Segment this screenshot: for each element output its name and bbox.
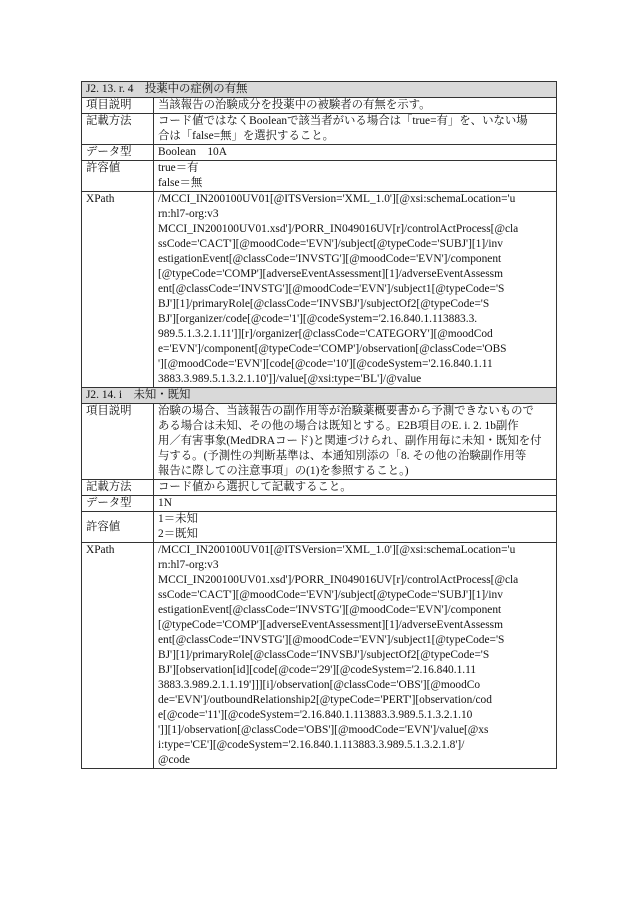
value-line: ']][1]/observation[@classCode='OBS'][@moodCode='EVN']/value[@xs xyxy=(158,724,489,736)
value-line: [@typeCode='COMP'][adverseEventAssessment][1]/adverseEventAssessm xyxy=(158,619,503,631)
value-line: 用／有害事象(MedDRAコード)と関連づけられ、副作用毎に未知・既知を付 xyxy=(158,435,542,447)
value-line: 1N xyxy=(158,497,172,509)
value-line: rn:hl7-org:v3 xyxy=(158,208,219,220)
value-line: 報告に際しての注意事項」の(1)を参照すること。) xyxy=(158,465,409,477)
row-value xyxy=(154,480,557,496)
table-row xyxy=(82,512,557,543)
value-line: 3883.3.989.2.1.1.19']]][i]/observation[@classCode='OBS'][@moodCo xyxy=(158,679,481,691)
row-label: XPath xyxy=(82,543,154,769)
value-line: ent[@classCode='INVSTG'][@moodCode='EVN']/subject1[@typeCode='S xyxy=(158,283,505,295)
value-line: MCCI_IN200100UV01.xsd']/PORR_IN049016UV[r]/controlActProcess[@cla xyxy=(158,574,519,586)
row-label: データ型 xyxy=(82,496,154,512)
value-line: ある場合は未知、その他の場合は既知とする。E2B項目のE. i. 2. 1b副作 xyxy=(158,420,519,432)
value-line: @code xyxy=(158,754,190,766)
section-title: J2. 14. i 未知・既知 xyxy=(82,388,557,404)
table-row xyxy=(82,161,557,192)
value-line: /MCCI_IN200100UV01[@ITSVersion='XML_1.0'][@xsi:schemaLocation='u xyxy=(158,193,516,205)
row-value xyxy=(154,404,557,480)
table-row xyxy=(82,192,557,388)
row-label: 記載方法 xyxy=(82,480,154,496)
value-line: estigationEvent[@classCode='INVSTG'][@moodCode='EVN']/component xyxy=(158,604,502,616)
row-value xyxy=(154,98,557,114)
table-row xyxy=(82,98,557,114)
value-line: ssCode='CACT'][@moodCode='EVN']/subject[@typeCode='SUBJ'][1]/inv xyxy=(158,589,503,601)
value-line: BJ'][1]/primaryRole[@classCode='INVSBJ']/subjectOf2[@typeCode='S xyxy=(158,649,490,661)
value-line: ssCode='CACT'][@moodCode='EVN']/subject[@typeCode='SUBJ'][1]/inv xyxy=(158,238,503,250)
row-label: 項目説明 xyxy=(82,98,154,114)
row-label: 許容値 xyxy=(82,161,154,192)
value-line: de='EVN']/outboundRelationship2[@typeCode='PERT'][observation/cod xyxy=(158,694,492,706)
row-label: 許容値 xyxy=(82,512,154,543)
table-row xyxy=(82,404,557,480)
table-row xyxy=(82,496,557,512)
value-line: i:type='CE'][@codeSystem='2.16.840.1.113883.3.989.5.1.3.2.1.8']/ xyxy=(158,739,465,751)
row-label: 記載方法 xyxy=(82,114,154,145)
value-line: BJ'][1]/primaryRole[@classCode='INVSBJ']/subjectOf2[@typeCode='S xyxy=(158,298,490,310)
value-line: コード値ではなくBooleanで該当者がいる場合は「true=有」を、いない場 xyxy=(158,115,528,127)
value-line: e[@code='11'][@codeSystem='2.16.840.1.113883.3.989.5.1.3.2.1.10 xyxy=(158,709,473,721)
value-line: 与する。(予測性の判断基準は、本通知別添の「8. その他の治験副作用等 xyxy=(158,450,527,462)
value-line: /MCCI_IN200100UV01[@ITSVersion='XML_1.0'][@xsi:schemaLocation='u xyxy=(158,544,516,556)
row-value xyxy=(154,145,557,161)
table-row xyxy=(82,480,557,496)
row-value xyxy=(154,161,557,192)
value-line: e='EVN']/component[@typeCode='COMP']/observation[@classCode='OBS xyxy=(158,343,507,355)
value-line: BJ'][observation[id][code[@code='29'][@codeSystem='2.16.840.1.11 xyxy=(158,664,477,676)
row-value xyxy=(154,496,557,512)
value-line: 2＝既知 xyxy=(158,528,198,540)
value-line: BJ'][organizer/code[@code='1'][@codeSystem='2.16.840.1.113883.3. xyxy=(158,313,478,325)
row-value xyxy=(154,114,557,145)
value-line: estigationEvent[@classCode='INVSTG'][@moodCode='EVN']/component xyxy=(158,253,502,265)
value-line: 合は「false=無」を選択すること。 xyxy=(158,130,335,142)
value-line: 治験の場合、当該報告の副作用等が治験薬概要書から予測できないもので xyxy=(158,405,534,417)
section-header-row xyxy=(82,388,557,404)
row-label: データ型 xyxy=(82,145,154,161)
table-row xyxy=(82,114,557,145)
row-value xyxy=(154,192,557,388)
value-line: 989.5.1.3.2.1.11']][r]/organizer[@classCode='CATEGORY'][@moodCod xyxy=(158,328,493,340)
spec-table xyxy=(81,81,557,769)
value-line: MCCI_IN200100UV01.xsd']/PORR_IN049016UV[r]/controlActProcess[@cla xyxy=(158,223,519,235)
row-value xyxy=(154,512,557,543)
value-line: Boolean 10A xyxy=(158,146,227,158)
value-line: コード値から選択して記載すること。 xyxy=(158,481,352,493)
value-line: 当該報告の治験成分を投薬中の被験者の有無を示す。 xyxy=(158,99,431,111)
value-line: false＝無 xyxy=(158,177,203,189)
row-label: XPath xyxy=(82,192,154,388)
spec-table-body xyxy=(82,82,557,769)
value-line: '][@moodCode='EVN'][code[@code='10'][@codeSystem='2.16.840.1.11 xyxy=(158,358,493,370)
value-line: [@typeCode='COMP'][adverseEventAssessment][1]/adverseEventAssessm xyxy=(158,268,503,280)
value-line: rn:hl7-org:v3 xyxy=(158,559,219,571)
value-line: 3883.3.989.5.1.3.2.1.10']]/value[@xsi:type='BL']/@value xyxy=(158,373,422,385)
value-line: 1＝未知 xyxy=(158,513,198,525)
table-row xyxy=(82,145,557,161)
value-line: true＝有 xyxy=(158,162,199,174)
value-line: ent[@classCode='INVSTG'][@moodCode='EVN']/subject1[@typeCode='S xyxy=(158,634,505,646)
row-value xyxy=(154,543,557,769)
section-header-row xyxy=(82,82,557,98)
section-title: J2. 13. r. 4 投薬中の症例の有無 xyxy=(82,82,557,98)
row-label: 項目説明 xyxy=(82,404,154,480)
table-row xyxy=(82,543,557,769)
